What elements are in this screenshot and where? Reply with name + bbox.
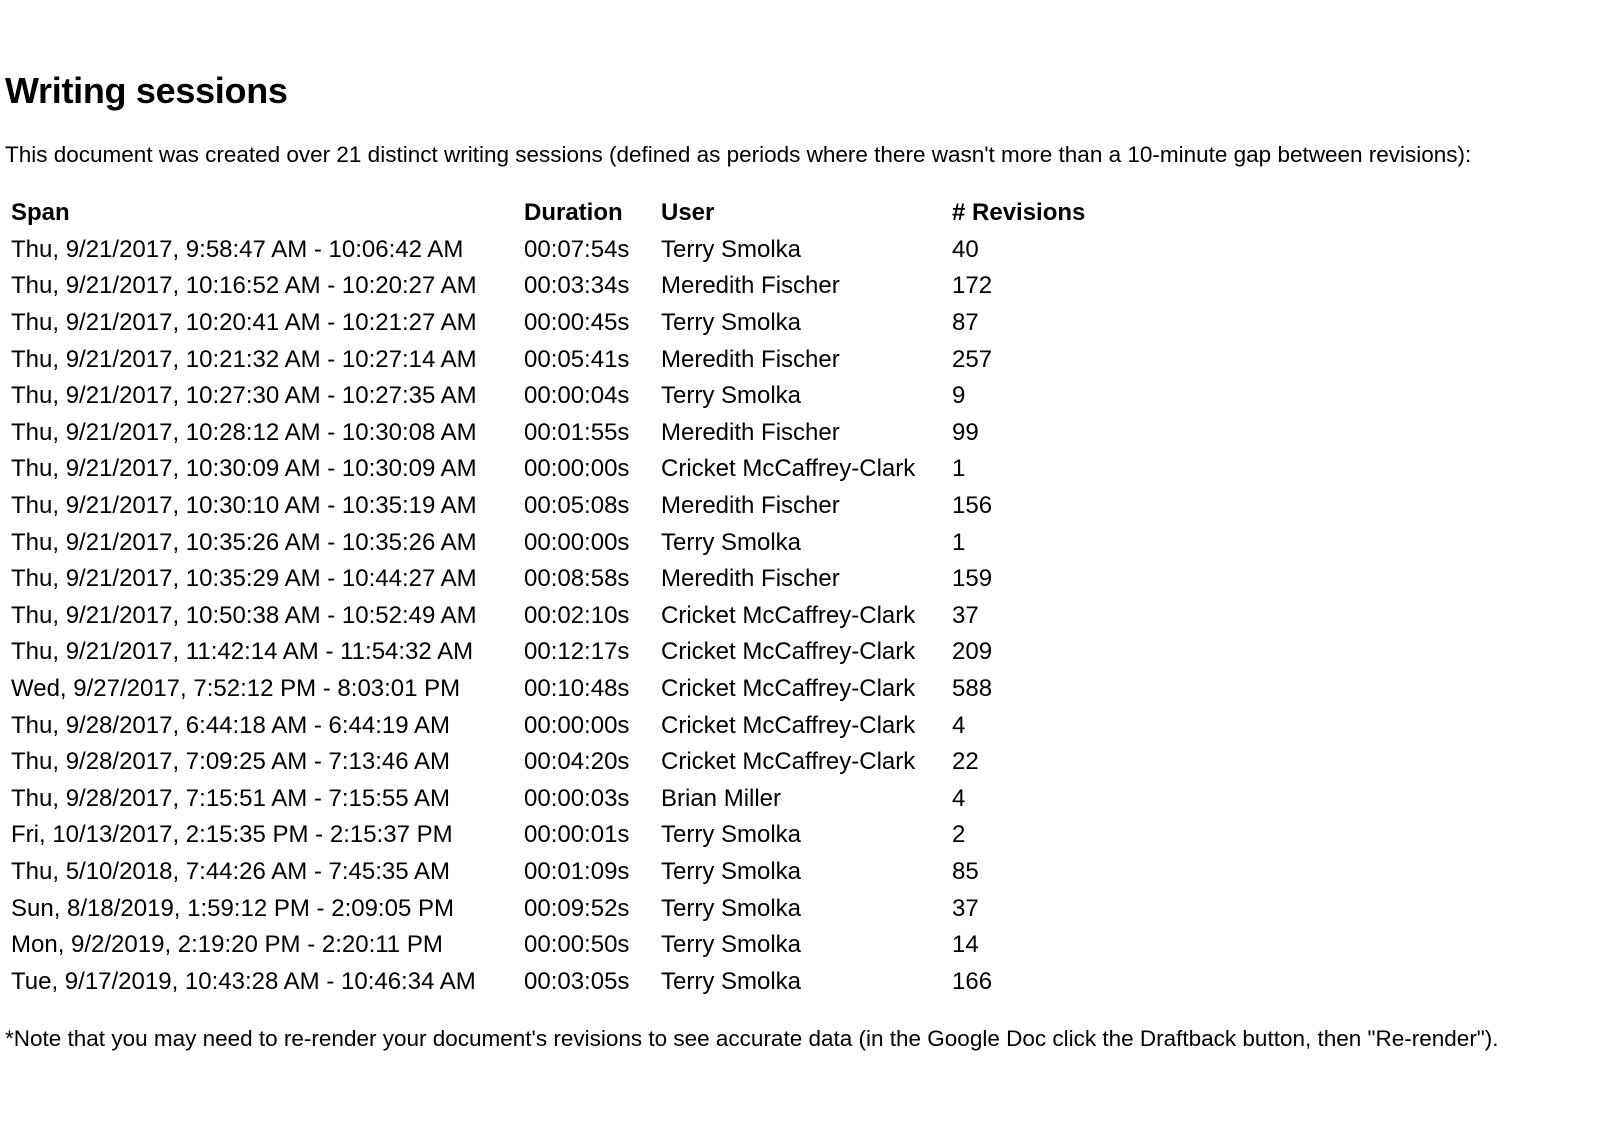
cell-span: Thu, 9/21/2017, 10:50:38 AM - 10:52:49 AM [11,601,477,629]
table-row [6,634,1112,671]
cell-revisions: 37 [952,601,979,629]
cell-user: Meredith Fischer [661,345,840,373]
cell-revisions: 209 [952,638,993,666]
cell-duration: 00:00:45s [524,309,630,337]
cell-user: Meredith Fischer [661,565,840,593]
cell-user: Terry Smolka [661,309,802,337]
cell-duration: 00:01:09s [524,857,630,885]
table-row [6,707,1112,744]
cell-duration: 00:00:04s [524,382,630,410]
cell-duration: 00:12:17s [524,638,630,666]
cell-user: Cricket McCaffrey-Clark [661,601,916,629]
cell-span: Thu, 9/21/2017, 10:16:52 AM - 10:20:27 AM [11,272,477,300]
cell-revisions: 257 [952,345,993,373]
table-row [6,232,1112,269]
cell-revisions: 172 [952,272,993,300]
page-title: Writing sessions [5,70,288,111]
table-row [6,963,1112,1000]
cell-revisions: 87 [952,309,979,337]
cell-user: Cricket McCaffrey-Clark [661,675,916,703]
cell-span: Thu, 9/21/2017, 11:42:14 AM - 11:54:32 AM [11,638,474,666]
cell-span: Thu, 9/21/2017, 10:35:29 AM - 10:44:27 AM [11,565,477,593]
cell-user: Cricket McCaffrey-Clark [661,711,916,739]
cell-user: Terry Smolka [661,894,802,922]
column-header-span: Span [11,199,70,227]
table-row [6,524,1112,561]
cell-span: Thu, 9/21/2017, 10:30:10 AM - 10:35:19 AM [11,492,477,520]
table-row [6,781,1112,818]
cell-duration: 00:05:41s [524,345,630,373]
cell-revisions: 22 [952,748,979,776]
cell-user: Cricket McCaffrey-Clark [661,748,916,776]
cell-revisions: 4 [952,784,966,812]
cell-span: Thu, 9/21/2017, 10:30:09 AM - 10:30:09 AM [11,455,477,483]
cell-revisions: 4 [952,711,966,739]
header-row [6,195,1112,232]
cell-duration: 00:09:52s [524,894,630,922]
cell-revisions: 1 [952,455,966,483]
cell-revisions: 9 [952,382,966,410]
intro-paragraph: This document was created over 21 distinct writing sessions (defined as periods where there wasn't more than a 10-minute gap between revisions): [5,142,1472,167]
cell-duration: 00:05:08s [524,492,630,520]
cell-user: Terry Smolka [661,967,802,995]
cell-duration: 00:02:10s [524,601,630,629]
cell-duration: 00:00:00s [524,455,630,483]
cell-user: Terry Smolka [661,528,802,556]
table-row [6,488,1112,525]
cell-duration: 00:00:03s [524,784,630,812]
cell-span: Thu, 9/21/2017, 10:21:32 AM - 10:27:14 AM [11,345,477,373]
cell-span: Thu, 9/21/2017, 9:58:47 AM - 10:06:42 AM [11,235,464,263]
cell-span: Thu, 9/21/2017, 10:27:30 AM - 10:27:35 AM [11,382,477,410]
table-row [6,890,1112,927]
cell-duration: 00:00:01s [524,821,630,849]
table-row [6,671,1112,708]
table-row [6,341,1112,378]
table-row [6,415,1112,452]
cell-revisions: 156 [952,492,993,520]
cell-user: Terry Smolka [661,931,802,959]
cell-revisions: 37 [952,894,979,922]
table-row [6,305,1112,342]
table-row [6,268,1112,305]
cell-duration: 00:03:05s [524,967,630,995]
table-row [6,854,1112,891]
cell-span: Thu, 9/21/2017, 10:35:26 AM - 10:35:26 AM [11,528,477,556]
table-row [6,598,1112,635]
cell-duration: 00:08:58s [524,565,630,593]
table-row [6,744,1112,781]
table-header [6,195,1112,232]
cell-duration: 00:00:00s [524,528,630,556]
cell-duration: 00:10:48s [524,675,630,703]
cell-duration: 00:00:00s [524,711,630,739]
cell-user: Cricket McCaffrey-Clark [661,455,916,483]
cell-span: Thu, 9/28/2017, 7:15:51 AM - 7:15:55 AM [11,784,450,812]
cell-span: Sun, 8/18/2019, 1:59:12 PM - 2:09:05 PM [11,894,454,922]
cell-span: Thu, 9/21/2017, 10:28:12 AM - 10:30:08 AM [11,418,477,446]
cell-user: Brian Miller [661,784,782,812]
cell-user: Terry Smolka [661,821,802,849]
cell-span: Tue, 9/17/2019, 10:43:28 AM - 10:46:34 AM [11,967,476,995]
cell-span: Thu, 9/28/2017, 7:09:25 AM - 7:13:46 AM [11,748,450,776]
cell-duration: 00:07:54s [524,235,630,263]
table-body [6,232,1112,1000]
cell-user: Cricket McCaffrey-Clark [661,638,916,666]
cell-revisions: 588 [952,675,993,703]
cell-span: Thu, 9/28/2017, 6:44:18 AM - 6:44:19 AM [11,711,450,739]
cell-duration: 00:03:34s [524,272,630,300]
cell-span: Thu, 5/10/2018, 7:44:26 AM - 7:45:35 AM [11,857,450,885]
column-header-revisions: # Revisions [952,199,1086,227]
cell-user: Terry Smolka [661,857,802,885]
cell-revisions: 40 [952,235,979,263]
footnote: *Note that you may need to re-render your document's revisions to see accurate data (in the Google Doc click the Draftback button, then "Re-render"). [5,1026,1499,1051]
cell-user: Meredith Fischer [661,492,840,520]
cell-revisions: 1 [952,528,966,556]
cell-duration: 00:00:50s [524,931,630,959]
cell-span: Wed, 9/27/2017, 7:52:12 PM - 8:03:01 PM [11,675,461,703]
cell-span: Fri, 10/13/2017, 2:15:35 PM - 2:15:37 PM [11,821,453,849]
table-row [6,561,1112,598]
cell-user: Meredith Fischer [661,272,840,300]
cell-revisions: 85 [952,857,979,885]
cell-revisions: 14 [952,931,979,959]
sessions-table [6,195,1112,1000]
table-row [6,451,1112,488]
cell-duration: 00:01:55s [524,418,630,446]
column-header-user: User [661,199,715,227]
cell-revisions: 99 [952,418,979,446]
cell-user: Meredith Fischer [661,418,840,446]
cell-duration: 00:04:20s [524,748,630,776]
cell-revisions: 2 [952,821,966,849]
table-row [6,378,1112,415]
cell-revisions: 166 [952,967,993,995]
column-header-duration: Duration [524,199,623,227]
table-row [6,817,1112,854]
cell-span: Thu, 9/21/2017, 10:20:41 AM - 10:21:27 AM [11,309,477,337]
cell-user: Terry Smolka [661,235,802,263]
cell-revisions: 159 [952,565,993,593]
cell-user: Terry Smolka [661,382,802,410]
table-row [6,927,1112,964]
cell-span: Mon, 9/2/2019, 2:19:20 PM - 2:20:11 PM [11,931,443,959]
